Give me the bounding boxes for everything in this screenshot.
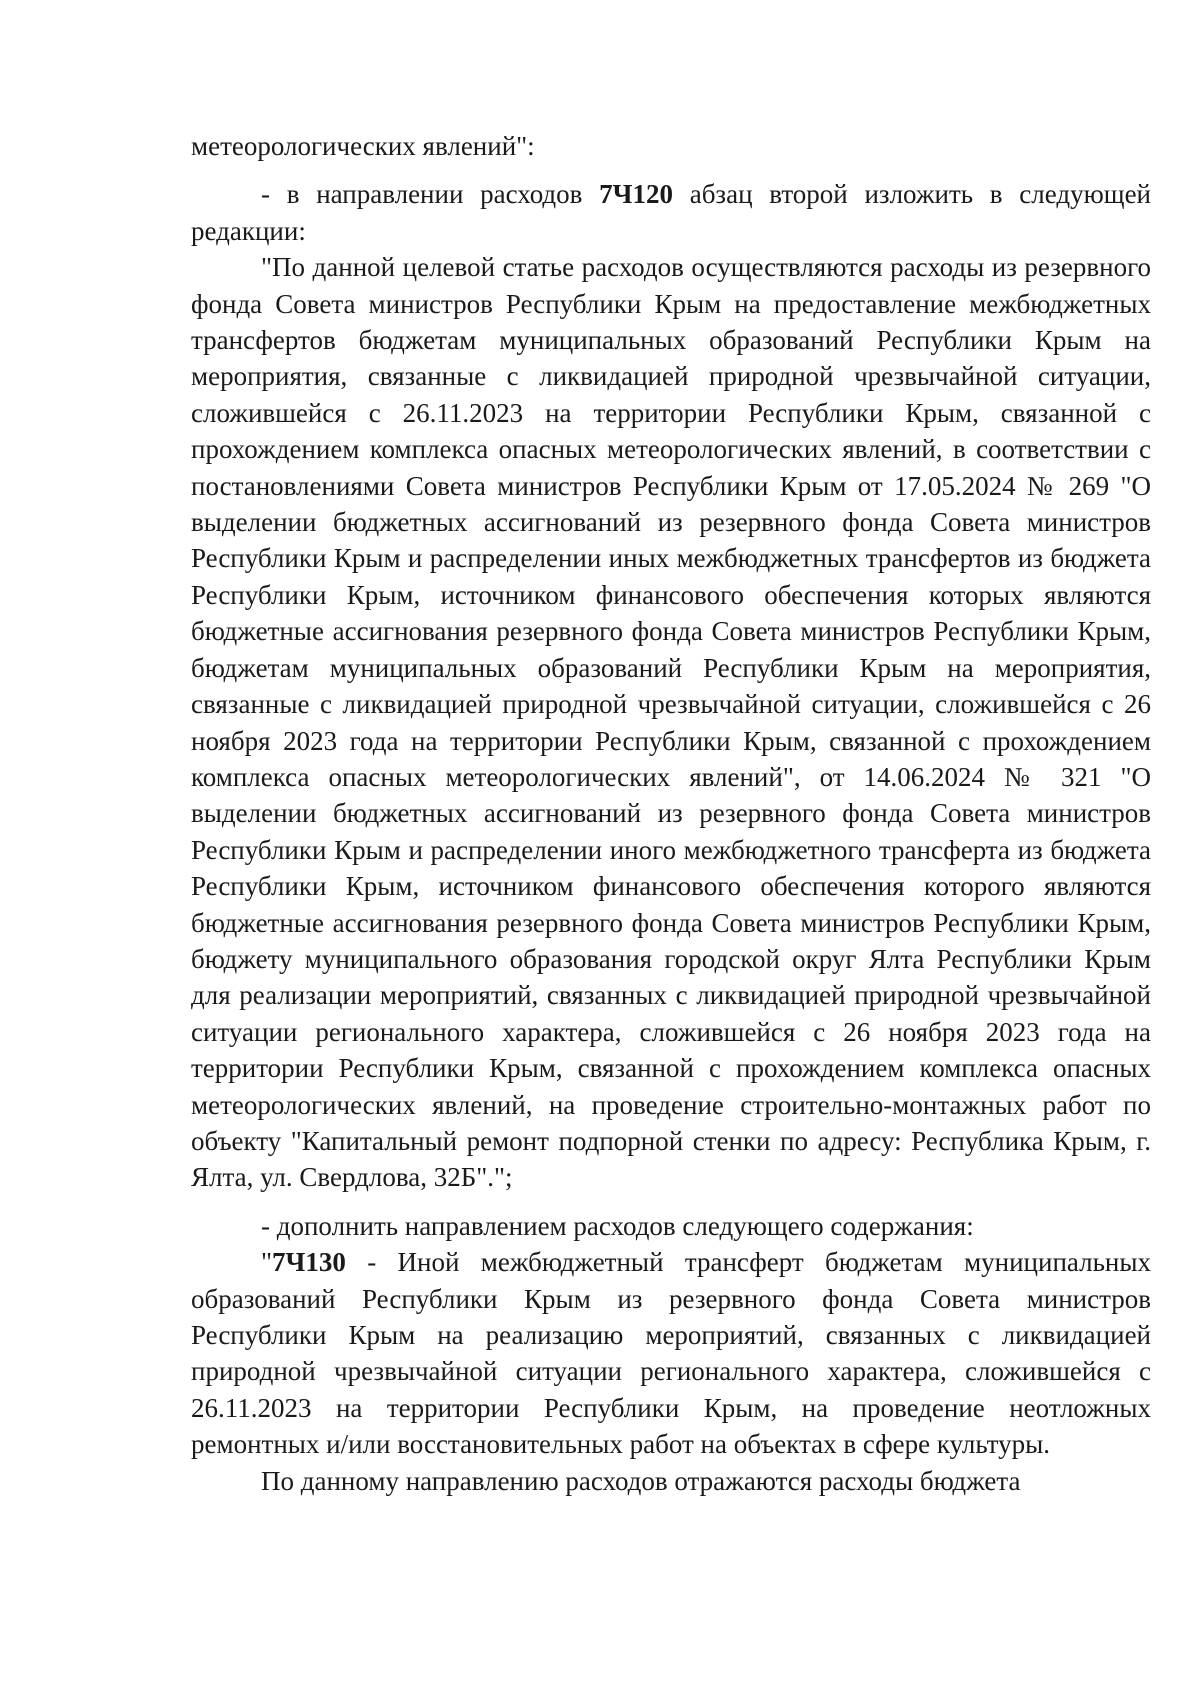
text-fragment: По данному направлению расходов отражаются расходы бюджета xyxy=(261,1465,1021,1496)
document-body xyxy=(191,128,1151,1499)
budget-code: 7Ч120 xyxy=(599,179,673,210)
text-fragment: - в направлении расходов xyxy=(261,179,600,210)
text-fragment: "По данной целевой статье расходов осуществляются расходы из резервного фонда Совета министров Республики Крым на предоставление межбюджетных трансфертов бюджетам муниципальных образований Республики Крым на мероприятия, связанные с ликвидацией природной чрезвычайной ситуации, сложившейся с 26.11.2023 на территории Республики Крым, связанной с прохождением комплекса опасных метеорологических явлений, в соответствии с постановлениями Совета министров Республики Крым от 17.05.2024 № 269 "О выделении бюджетных ассигнований из резервного фонда Совета министров Республики Крым и распределении иных межбюджетных трансфертов из бюджета Республики Крым, источником финансового обеспечения которых являются бюджетные ассигнования резервного фонда Совета министров Республики Крым, бюджетам муниципальных образований Республики Крым на мероприятия, связанные с ликвидацией природной чрезвычайной ситуации, сложившейся с 26 ноября 2023 года на территории Республики Крым, связанной с прохождением комплекса опасных метеорологических явлений", от 14.06.2024 № 321 "О выделении бюджетных ассигнований из резервного фонда Совета министров Республики Крым и распределении иного межбюджетного трансферта из бюджета Республики Крым, источником финансового обеспечения которого являются бюджетные ассигнования резервного фонда Совета министров Республики Крым, бюджету муниципального образования городской округ Ялта Республики Крым для реализации мероприятий, связанных с ликвидацией природной чрезвычайной ситуации регионального характера, сложившейся с 26 ноября 2023 года на территории Республики Крым, связанной с прохождением комплекса опасных метеорологических явлений, на проведение строительно-монтажных работ по объекту "Капитальный ремонт подпорной стенки по адресу: Республика Крым, г. Ялта, ул. Свердлова, 32Б"."; xyxy=(191,252,1151,1193)
paragraph-continuation xyxy=(191,128,1151,164)
paragraph-7ch120-new-text xyxy=(191,249,1151,1196)
text-fragment: абзац второй изложить в следующей редакции: xyxy=(191,179,1152,246)
text-fragment: " xyxy=(261,1247,273,1278)
paragraph-7ch120-instruction xyxy=(191,176,1151,249)
paragraph-add-direction xyxy=(191,1208,1151,1244)
text-fragment: - Иной межбюджетный трансферт бюджетам муниципальных образований Республики Крым из резервного фонда Совета министров Республики Крым на реализацию мероприятий, связанных с ликвидацией природной чрезвычайной ситуации регионального характера, сложившейся с 26.11.2023 на территории Республики Крым, на проведение неотложных ремонтных и/или восстановительных работ на объектах в сфере культуры. xyxy=(191,1247,1151,1460)
text-fragment: метеорологических явлений": xyxy=(191,131,535,161)
text-fragment: - дополнить направлением расходов следующего содержания: xyxy=(261,1210,974,1241)
budget-code: 7Ч130 xyxy=(272,1247,346,1278)
paragraph-7ch130-expenses xyxy=(191,1463,1151,1499)
paragraph-7ch130-definition xyxy=(191,1244,1151,1462)
